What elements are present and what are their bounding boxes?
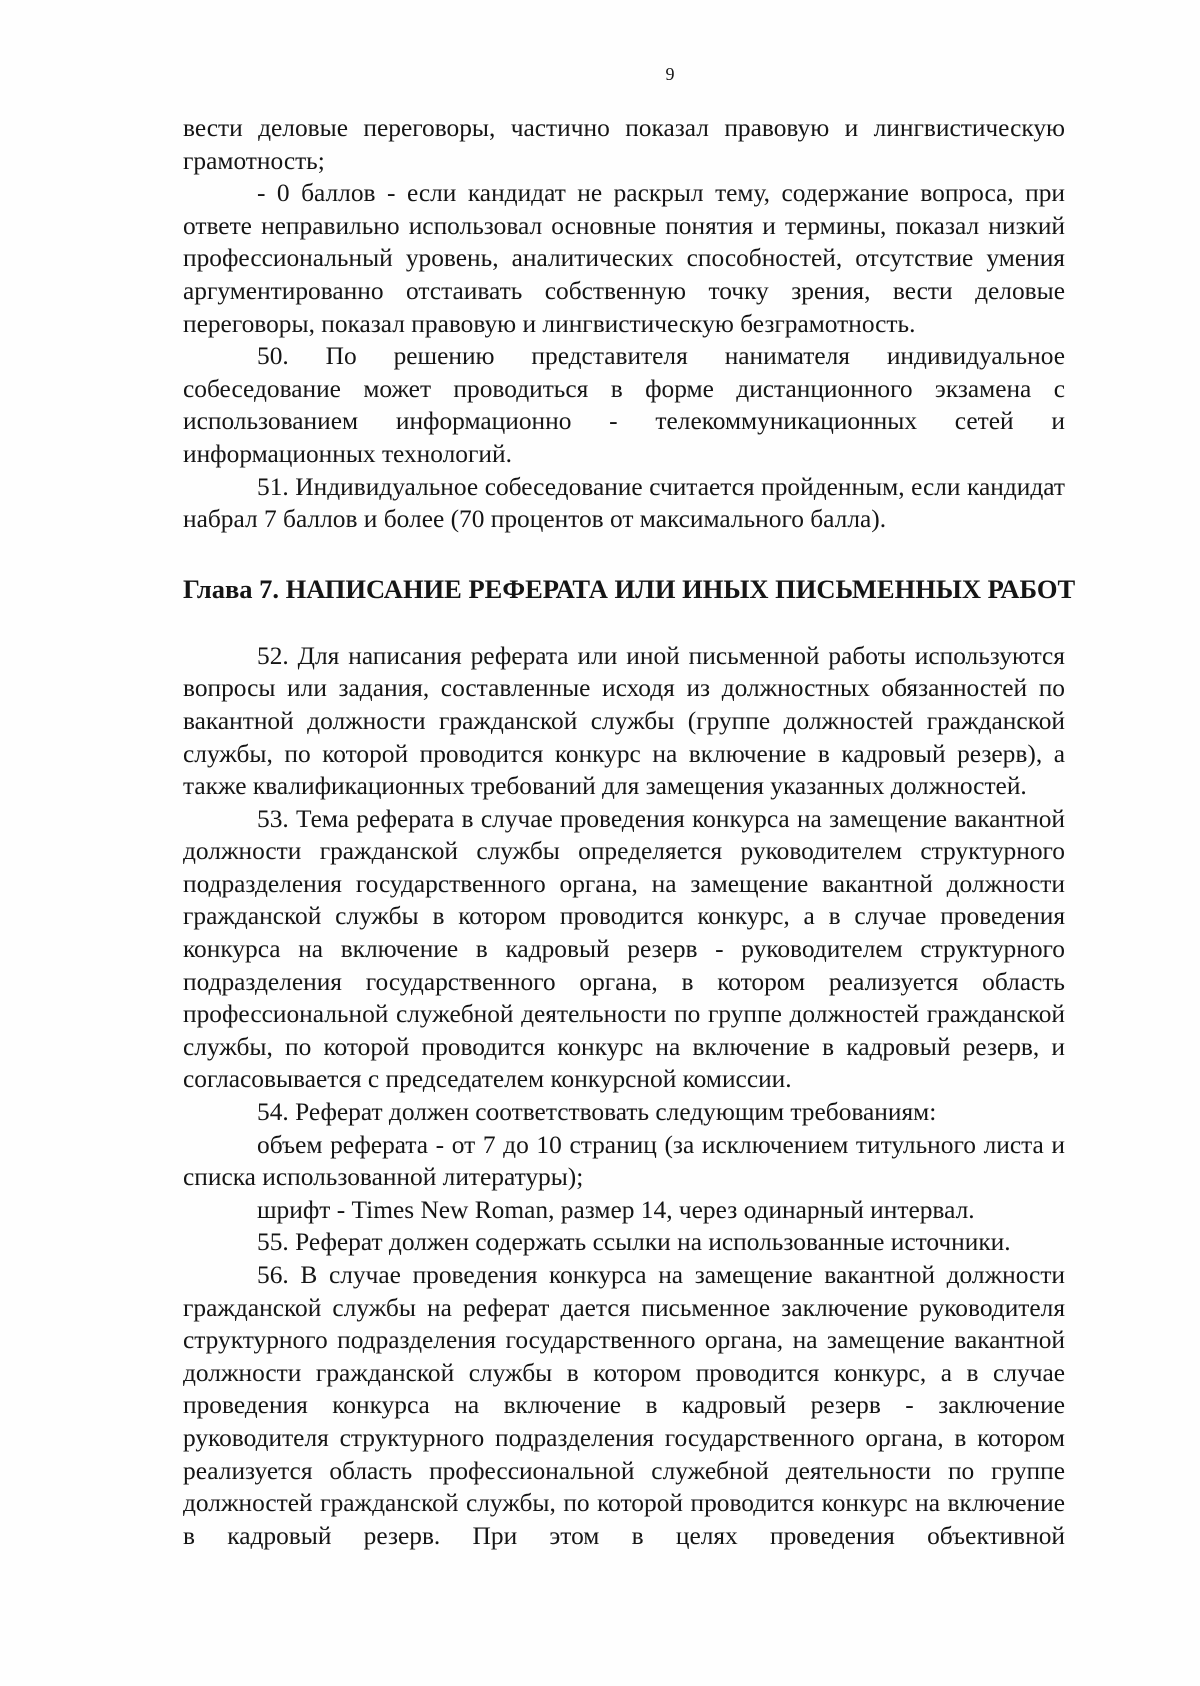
paragraph-continuation: вести деловые переговоры, частично показал правовую и лингвистическую грамотность; — [183, 114, 1065, 175]
paragraph-56: 56. В случае проведения конкурса на замещение вакантной должности гражданской службы на реферат дается письменное заключение руководителя структурного подразделения государственного органа, на замещение вакантной должности гражданской службы в котором проводится конкурс, а в случае проведения конкурса на включение в кадровый резерв - заключение руководителя структурного подразделения государственного органа, в котором реализуется область профессиональной служебной деятельности по группе должностей гражданской службы, по которой проводится конкурс на включение в кадровый резерв. При этом в целях проведения объективной — [183, 1261, 1065, 1550]
paragraph-zero-points: - 0 баллов - если кандидат не раскрыл тему, содержание вопроса, при ответе неправильно использовал основные понятия и термины, показал низкий профессиональный уровень, аналитических способностей, отсутствие умения аргументированно отстаивать собственную точку зрения, вести деловые переговоры, показал правовую и лингвистическую безграмотность. — [183, 179, 1065, 338]
paragraph-font: шрифт - Times New Roman, размер 14, через одинарный интервал. — [257, 1195, 975, 1224]
spacer — [183, 606, 1065, 640]
document-body — [183, 112, 1076, 1552]
paragraph-55: 55. Реферат должен содержать ссылки на использованные источники. — [257, 1228, 1011, 1257]
paragraph-volume: объем реферата - от 7 до 10 страниц (за исключением титульного листа и списка использованной литературы); — [183, 1130, 1065, 1192]
chapter-heading: Глава 7. НАПИСАНИЕ РЕФЕРАТА ИЛИ ИНЫХ ПИСЬМЕННЫХ РАБОТ — [183, 573, 1076, 604]
page-number: 9 — [665, 64, 675, 84]
paragraph-53: 53. Тема реферата в случае проведения конкурса на замещение вакантной должности гражданской службы определяется руководителем структурного подразделения государственного органа, на замещение вакантной должности гражданской службы в котором проводится конкурс, а в случае проведения конкурса на включение в кадровый резерв - руководителем структурного подразделения государственного органа, в котором реализуется область профессиональной служебной деятельности по группе должностей гражданской службы, по которой проводится конкурс на включение в кадровый резерв, и согласовывается с председателем конкурсной комиссии. — [183, 804, 1065, 1094]
paragraph-50: 50. По решению представителя нанимателя индивидуальное собеседование может проводиться в форме дистанционного экзамена с использованием информационно - телекоммуникационных сетей и информационных технологий. — [183, 342, 1065, 468]
paragraph-52: 52. Для написания реферата или иной письменной работы используются вопросы или задания, составленные исходя из должностных обязанностей по вакантной должности гражданской службы (группе должностей гражданской службы, по которой проводится конкурс на включение в кадровый резерв), а также квалификационных требований для замещения указанных должностей. — [183, 641, 1065, 801]
spacer — [183, 536, 1065, 572]
paragraph-54: 54. Реферат должен соответствовать следующим требованиям: — [257, 1098, 937, 1127]
paragraph-51: 51. Индивидуальное собеседование считается пройденным, если кандидат набрал 7 баллов и более (70 процентов от максимального балла). — [183, 472, 1065, 534]
